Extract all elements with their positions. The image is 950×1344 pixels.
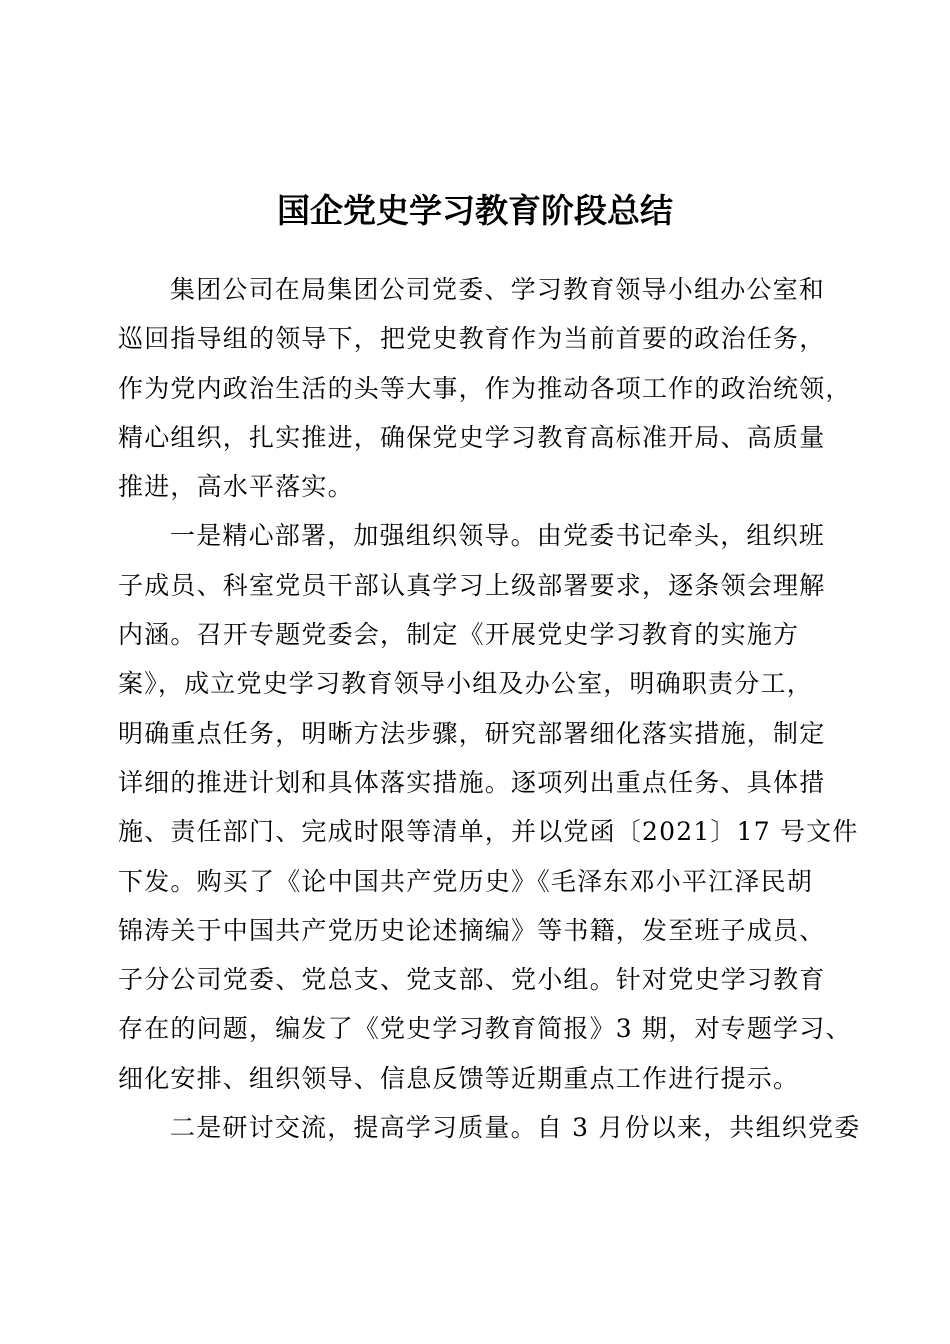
paragraph-2-line-6: 详细的推进计划和具体落实措施。逐项列出重点任务、具体措: [118, 767, 826, 797]
paragraph-2-line-11: 存在的问题，编发了《党史学习教育简报》3 期，对专题学习、: [118, 1014, 852, 1044]
paragraph-1-line-3: 作为党内政治生活的头等大事，作为推动各项工作的政治统领，: [118, 373, 852, 403]
paragraph-2-line-1: 一是精心部署，加强组织领导。由党委书记牵头，组织班: [170, 521, 826, 551]
paragraph-1-line-2: 巡回指导组的领导下，把党史教育作为当前首要的政治任务，: [118, 324, 826, 354]
paragraph-2-line-3: 内涵。召开专题党委会，制定《开展党史学习教育的实施方: [118, 620, 800, 650]
paragraph-1-line-1: 集团公司在局集团公司党委、学习教育领导小组办公室和: [170, 275, 826, 304]
paragraph-2-line-7: 施、责任部门、完成时限等清单，并以党函〔2021〕17 号文件: [118, 817, 859, 847]
paragraph-3-line-1: 二是研讨交流，提高学习质量。自 3 月份以来，共组织党委: [170, 1113, 861, 1143]
paragraph-2-line-10: 子分公司党委、党总支、党支部、党小组。针对党史学习教育: [118, 965, 826, 995]
paragraph-2-line-4: 案》，成立党史学习教育领导小组及办公室，明确职责分工，: [118, 669, 813, 699]
paragraph-1-line-5: 推进，高水平落实。: [118, 472, 354, 502]
paragraph-2-line-9: 锦涛关于中国共产党历史论述摘编》等书籍，发至班子成员、: [118, 915, 826, 945]
document-body: [118, 265, 861, 1152]
paragraph-2-line-12: 细化安排、组织领导、信息反馈等近期重点工作进行提示。: [118, 1063, 800, 1093]
paragraph-1-line-4: 精心组织，扎实推进，确保党史学习教育高标准开局、高质量: [118, 422, 826, 452]
paragraph-2-line-5: 明确重点任务，明晰方法步骤，研究部署细化落实措施，制定: [118, 718, 826, 748]
document-title: 国企党史学习教育阶段总结: [277, 191, 673, 230]
paragraph-2-line-8: 下发。购买了《论中国共产党历史》《毛泽东邓小平江泽民胡: [118, 866, 813, 896]
paragraph-2-line-2: 子成员、科室党员干部认真学习上级部署要求，逐条领会理解: [118, 570, 826, 600]
